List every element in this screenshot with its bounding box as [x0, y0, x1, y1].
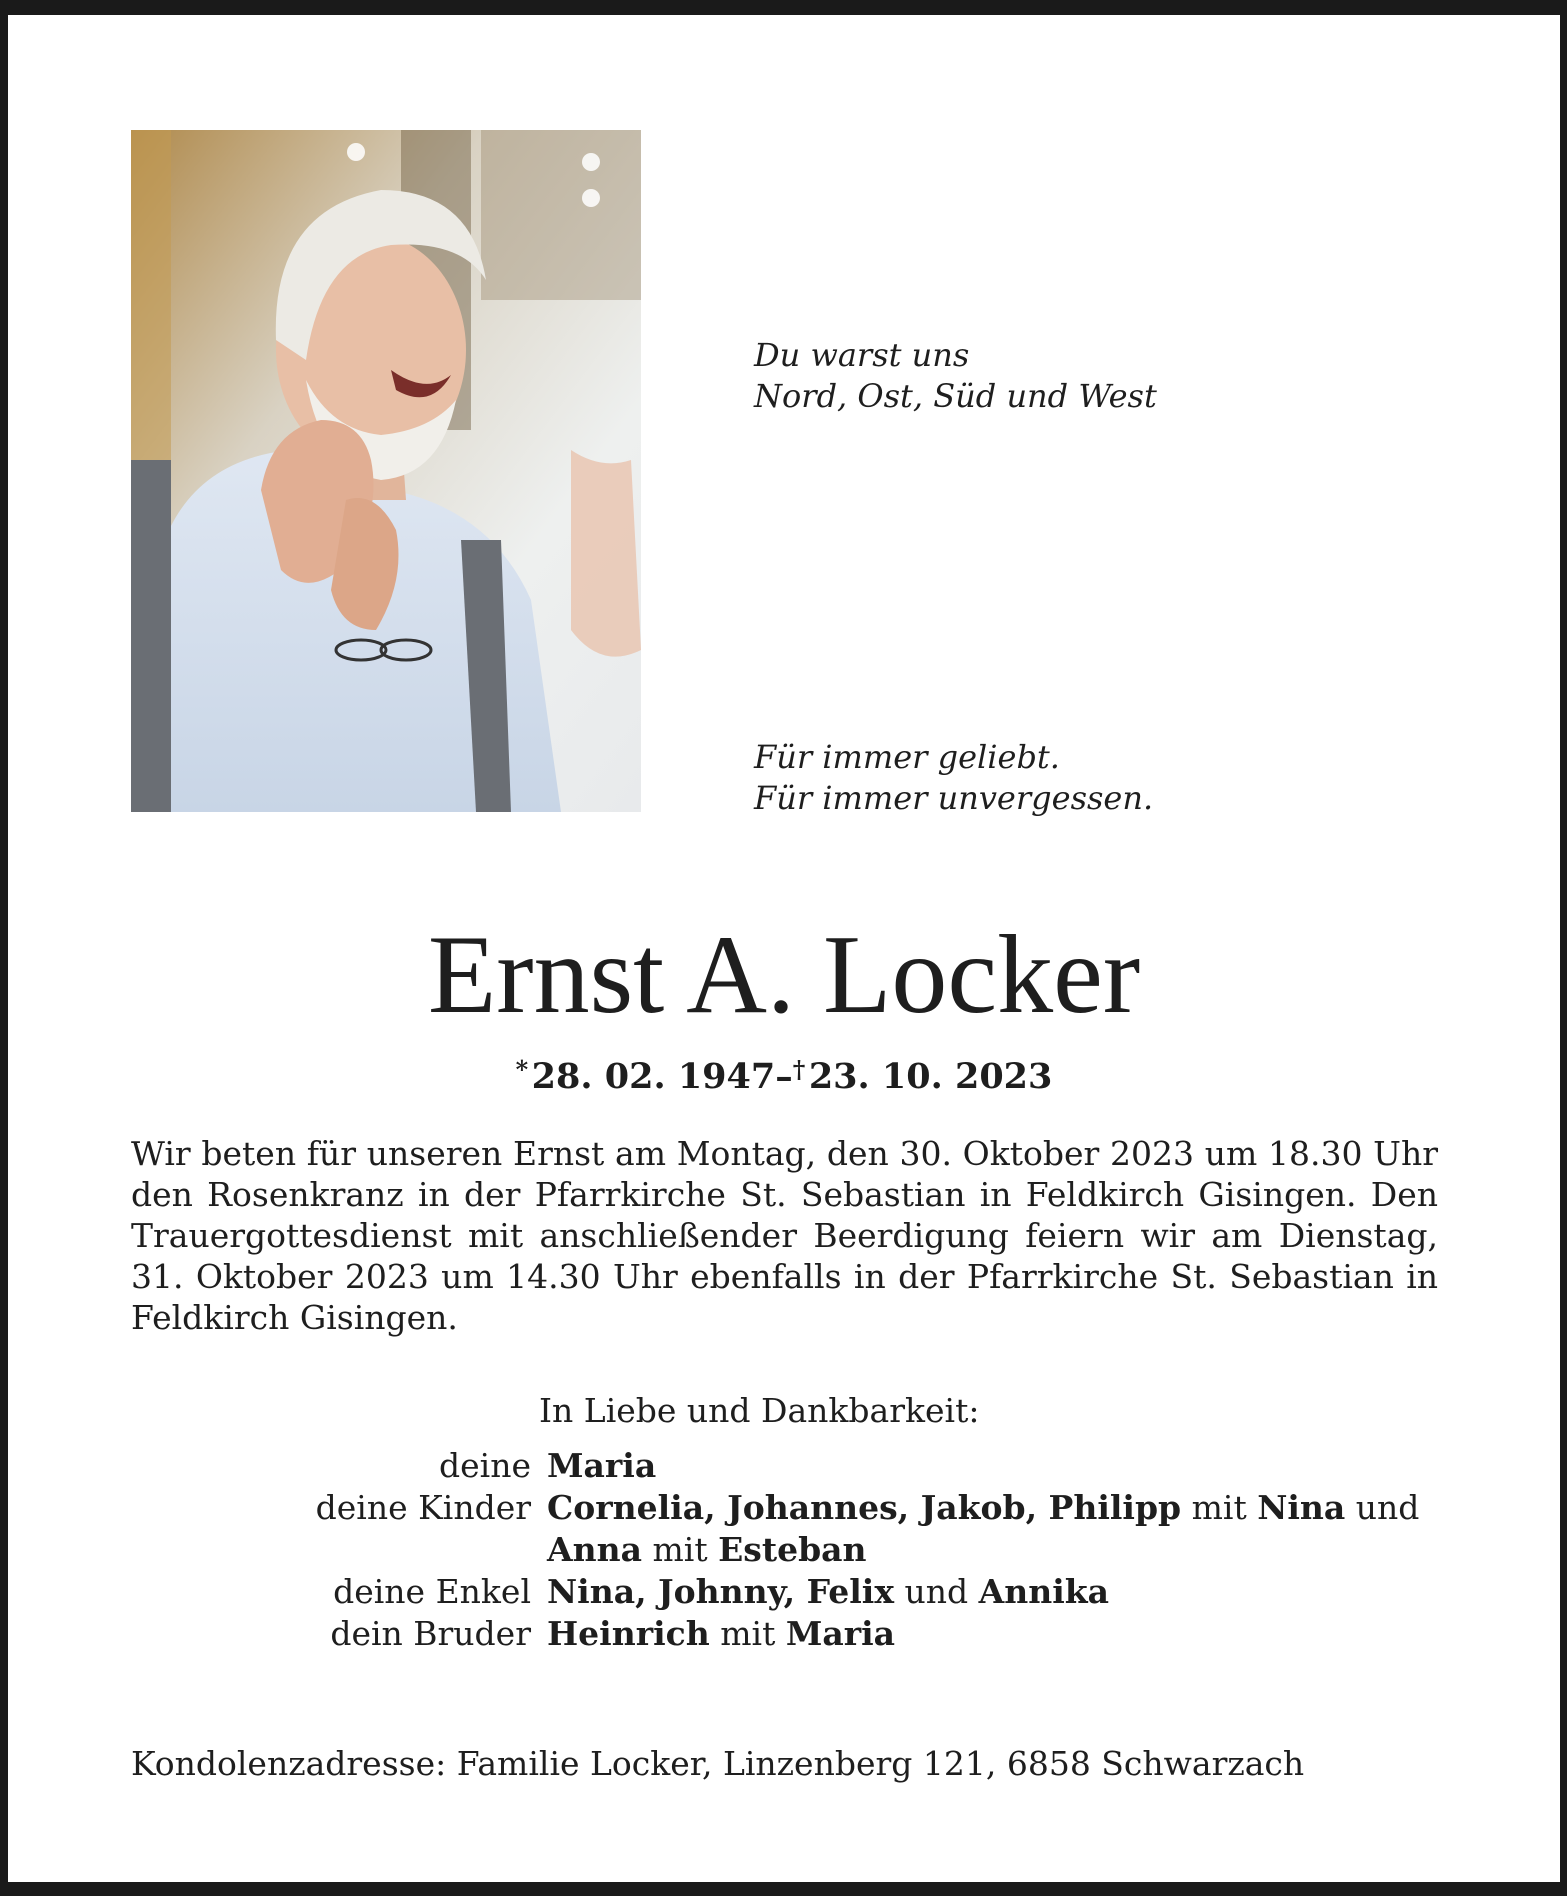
quote-bottom	[754, 737, 1153, 819]
family-name: Anna	[547, 1530, 642, 1569]
family-connector: mit	[652, 1530, 708, 1569]
family-names	[547, 1571, 1451, 1613]
family-names	[547, 1487, 1451, 1529]
family-names	[547, 1529, 1451, 1571]
quote-top	[754, 335, 1157, 417]
date-separator: –	[775, 1056, 793, 1097]
condolence-address: Kondolenzadresse: Familie Locker, Linzenberg 121, 6858 Schwarzach	[131, 1744, 1305, 1783]
family-names	[547, 1613, 1451, 1655]
thanks-line: In Liebe und Dankbarkeit:	[539, 1391, 980, 1430]
family-name: Heinrich	[547, 1614, 710, 1653]
family-name: Annika	[978, 1572, 1110, 1611]
quote-top-line1: Du warst uns	[754, 336, 970, 374]
quote-bottom-line2: Für immer unvergessen.	[754, 779, 1154, 817]
family-row-grandchildren	[131, 1571, 1451, 1613]
family-row-brother	[131, 1613, 1451, 1655]
family-role-empty	[131, 1529, 547, 1571]
family-row-wife	[131, 1445, 1451, 1487]
birth-date: 28. 02. 1947	[531, 1056, 776, 1097]
family-name: Maria	[785, 1614, 896, 1653]
family-list	[131, 1445, 1451, 1655]
family-connector: und	[1355, 1488, 1420, 1527]
family-names	[547, 1445, 1451, 1487]
family-name: Nina, Johnny, Felix	[547, 1572, 895, 1611]
family-role: deine Kinder	[315, 1488, 531, 1527]
family-name: Maria	[547, 1446, 657, 1485]
life-dates	[8, 1048, 1560, 1099]
family-name: Esteban	[718, 1530, 867, 1569]
family-connector: mit	[720, 1614, 776, 1653]
deceased-name: Ernst A. Locker	[427, 913, 1141, 1037]
quote-top-line2: Nord, Ost, Süd und West	[754, 377, 1157, 415]
family-name: Cornelia, Johannes, Jakob, Philipp	[547, 1488, 1182, 1527]
family-role: deine Enkel	[333, 1572, 531, 1611]
death-date: 23. 10. 2023	[808, 1056, 1053, 1097]
portrait-image	[131, 130, 641, 812]
family-connector: und	[904, 1572, 969, 1611]
service-announcement: Wir beten für unseren Ernst am Montag, den 30. Oktober 2023 um 18.30 Uhr den Rosenkranz in der Pfarrkirche St. Sebastian in Feldkirch Gisingen. Den Trauergottesdienst mit anschließender Beerdigung feiern wir am Dienstag, 31. Oktober 2023 um 14.30 Uhr ebenfalls in der Pfarrkirche St. Sebastian in Feldkirch Gisingen.	[131, 1134, 1438, 1337]
family-row-children	[131, 1487, 1451, 1529]
family-role: dein Bruder	[330, 1614, 531, 1653]
family-connector: mit	[1191, 1488, 1247, 1527]
family-role: deine	[439, 1446, 531, 1485]
death-symbol: †	[792, 1055, 806, 1084]
portrait-photo	[131, 130, 641, 812]
family-name: Nina	[1257, 1488, 1346, 1527]
quote-bottom-line1: Für immer geliebt.	[754, 738, 1060, 776]
birth-symbol: *	[515, 1055, 529, 1084]
family-row-children-cont	[131, 1529, 1451, 1571]
